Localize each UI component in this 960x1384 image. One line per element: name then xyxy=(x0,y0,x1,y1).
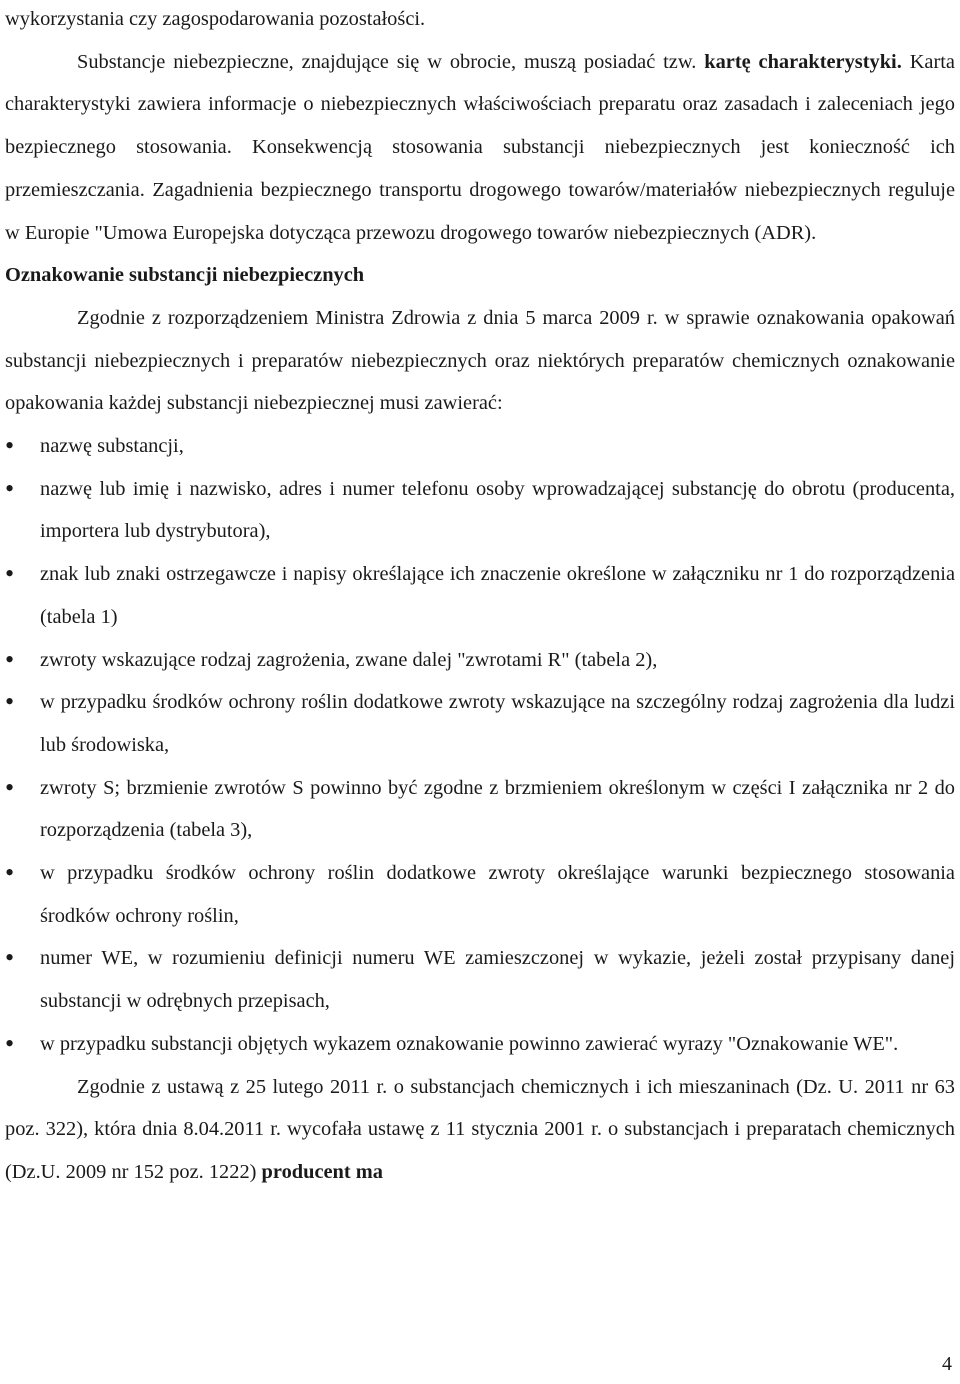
paragraph-regulation: Zgodnie z rozporządzeniem Ministra Zdrowia z dnia 5 marca 2009 r. w sprawie oznakowania opakowań substancji niebezpiecznych i preparatów niebezpiecznych oraz niektórych preparatów chemicznych oznakowanie opakowania każdej substancji niebezpiecznej musi zawierać: xyxy=(5,306,955,415)
section-heading: Oznakowanie substancji niebezpiecznych xyxy=(5,264,365,287)
list-item: • w przypadku substancji objętych wykazem oznakowanie powinno zawierać wyrazy "Oznakowanie WE". xyxy=(5,1023,955,1066)
label-requirements-list xyxy=(5,425,955,1066)
list-item: • zwroty wskazujące rodzaj zagrożenia, zwane dalej "zwrotami R" (tabela 2), xyxy=(5,639,955,682)
bold-term: kartę charakterystyki. xyxy=(704,50,902,73)
list-item: • znak lub znaki ostrzegawcze i napisy określające ich znaczenie określone w załączniku nr 1 do rozporządzenia (tabela 1) xyxy=(5,553,955,638)
paragraph-safety-data-sheet xyxy=(5,41,955,255)
bold-term: producent ma xyxy=(261,1160,383,1183)
document-page xyxy=(5,0,955,1194)
list-item: • w przypadku środków ochrony roślin dodatkowe zwroty określające warunki bezpiecznego stosowania środków ochrony roślin, xyxy=(5,852,955,937)
list-item: • numer WE, w rozumieniu definicji numeru WE zamieszczonej w wykazie, jeżeli został przypisany danej substancji w odrębnych przepisach, xyxy=(5,937,955,1022)
list-item: • nazwę substancji, xyxy=(5,425,955,468)
list-item: • w przypadku środków ochrony roślin dodatkowe zwroty wskazujące na szczególny rodzaj zagrożenia dla ludzi lub środowiska, xyxy=(5,681,955,766)
list-item: • zwroty S; brzmienie zwrotów S powinno być zgodne z brzmieniem określonym w części I załącznika nr 2 do rozporządzenia (tabela 3), xyxy=(5,767,955,852)
paragraph-text: Karta charakterystyki zawiera informacje o niebezpiecznych właściwościach preparatu oraz zasadach i zaleceniach jego bezpiecznego stosowania. Konsekwencją stosowania substancji niebezpiecznych jest konieczność ich przemieszczania. Zagadnienia bezpiecznego transportu drogowego towarów/materiałów niebezpiecznych reguluje w Europie "Umowa Europejska dotycząca przewozu drogowego towarów niebezpiecznych (ADR). xyxy=(5,50,955,244)
list-item: • nazwę lub imię i nazwisko, adres i numer telefonu osoby wprowadzającej substancję do obrotu (producenta, importera lub dystrybutora), xyxy=(5,468,955,553)
continuation-line: wykorzystania czy zagospodarowania pozostałości. xyxy=(5,8,426,30)
paragraph-text: Zgodnie z ustawą z 25 lutego 2011 r. o substancjach chemicznych i ich mieszaninach (Dz. U. 2011 nr 63 poz. 322), która dnia 8.04.2011 r. wycofała ustawę z 11 stycznia 2001 r. o substancjach i preparatach chemicznych (Dz.U. 2009 nr 152 poz. 1222) xyxy=(5,1075,955,1183)
paragraph-act xyxy=(5,1066,955,1194)
page-number: 4 xyxy=(942,1353,952,1375)
paragraph-text: Substancje niebezpieczne, znajdujące się w obrocie, muszą posiadać tzw. xyxy=(77,50,705,73)
